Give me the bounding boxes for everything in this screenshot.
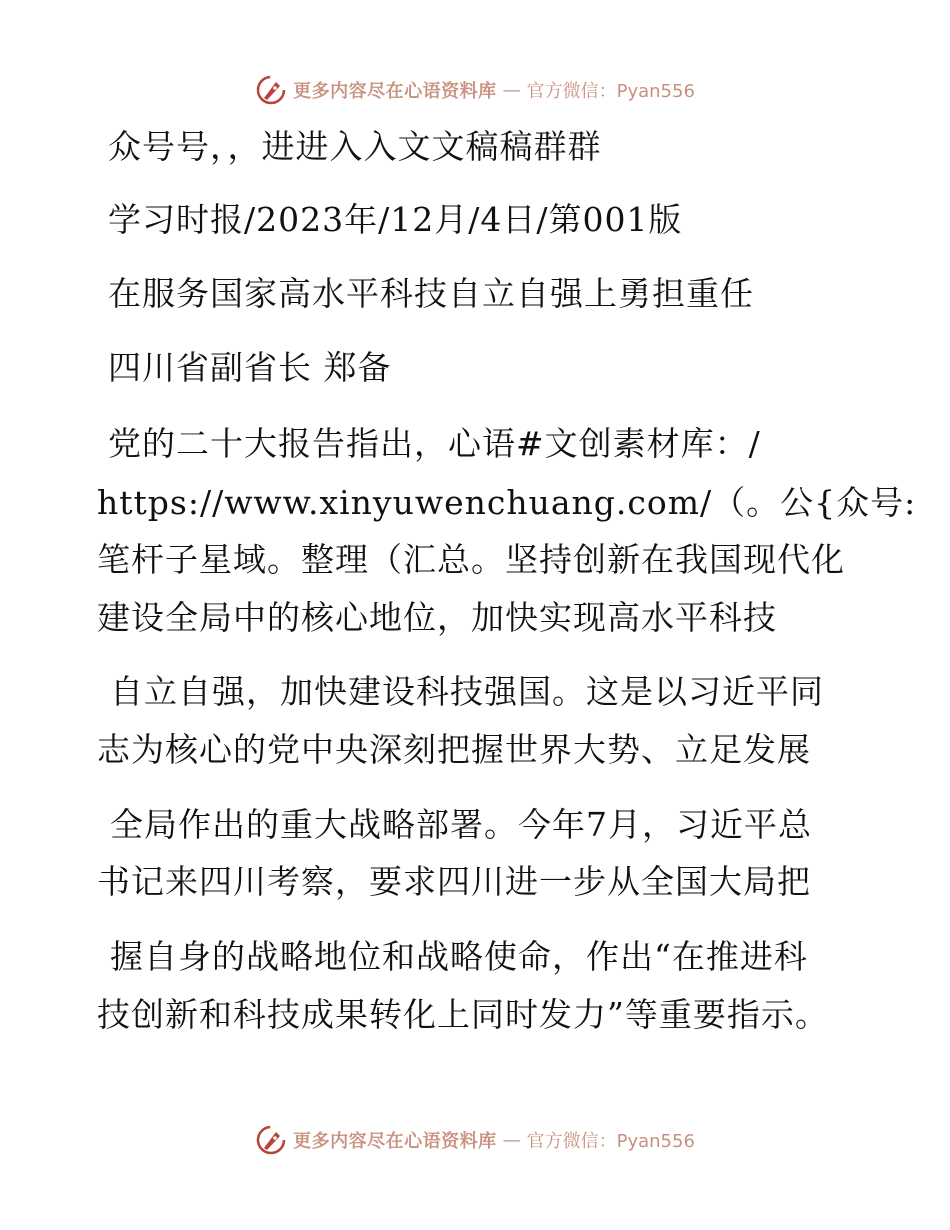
header-banner: [0, 70, 950, 110]
publication-info-line: 学习时报/2023年/12月/4日/第001版: [108, 200, 683, 239]
footer-banner: [0, 1120, 950, 1160]
site-promo-text: 更多内容尽在心语资料库: [293, 81, 497, 102]
pen-nib-logo-icon: [255, 1124, 287, 1156]
text-line: 建设全局中的核心地位，加快实现高水平科技: [97, 598, 777, 637]
wechat-contact-text: 官方微信：Pyan556: [526, 1131, 695, 1152]
text-line: 众号号，，进进入入文文稿稿群群: [108, 127, 602, 166]
banner-separator: —: [502, 79, 521, 101]
text-line: 志为核心的党中央深刻把握世界大势、立足发展: [97, 730, 811, 769]
text-line: 笔杆子星域。整理（汇总。坚持创新在我国现代化: [97, 540, 845, 579]
text-line: https://www.xinyuwenchuang.com/（。公{众号:: [97, 483, 917, 522]
site-promo-text: 更多内容尽在心语资料库: [293, 1131, 497, 1152]
text-line: 技创新和科技成果转化上同时发力”等重要指示。: [97, 995, 829, 1034]
text-line: 握自身的战略地位和战略使命，作出“在推进科: [110, 937, 808, 976]
text-line: 自立自强，加快建设科技强国。这是以习近平同: [110, 672, 824, 711]
pen-nib-logo-icon: [255, 74, 287, 106]
text-line: 全局作出的重大战略部署。今年7月，习近平总: [110, 805, 812, 844]
article-author: 四川省副省长 郑备: [108, 348, 392, 387]
banner-separator: —: [502, 1129, 521, 1151]
article-title: 在服务国家高水平科技自立自强上勇担重任: [108, 274, 754, 313]
wechat-contact-text: 官方微信：Pyan556: [526, 81, 695, 102]
text-line: 书记来四川考察，要求四川进一步从全国大局把: [97, 862, 811, 901]
header-banner-content: [255, 74, 695, 106]
footer-banner-content: [255, 1124, 695, 1156]
text-line: 党的二十大报告指出，心语#文创素材库：/: [108, 424, 761, 463]
